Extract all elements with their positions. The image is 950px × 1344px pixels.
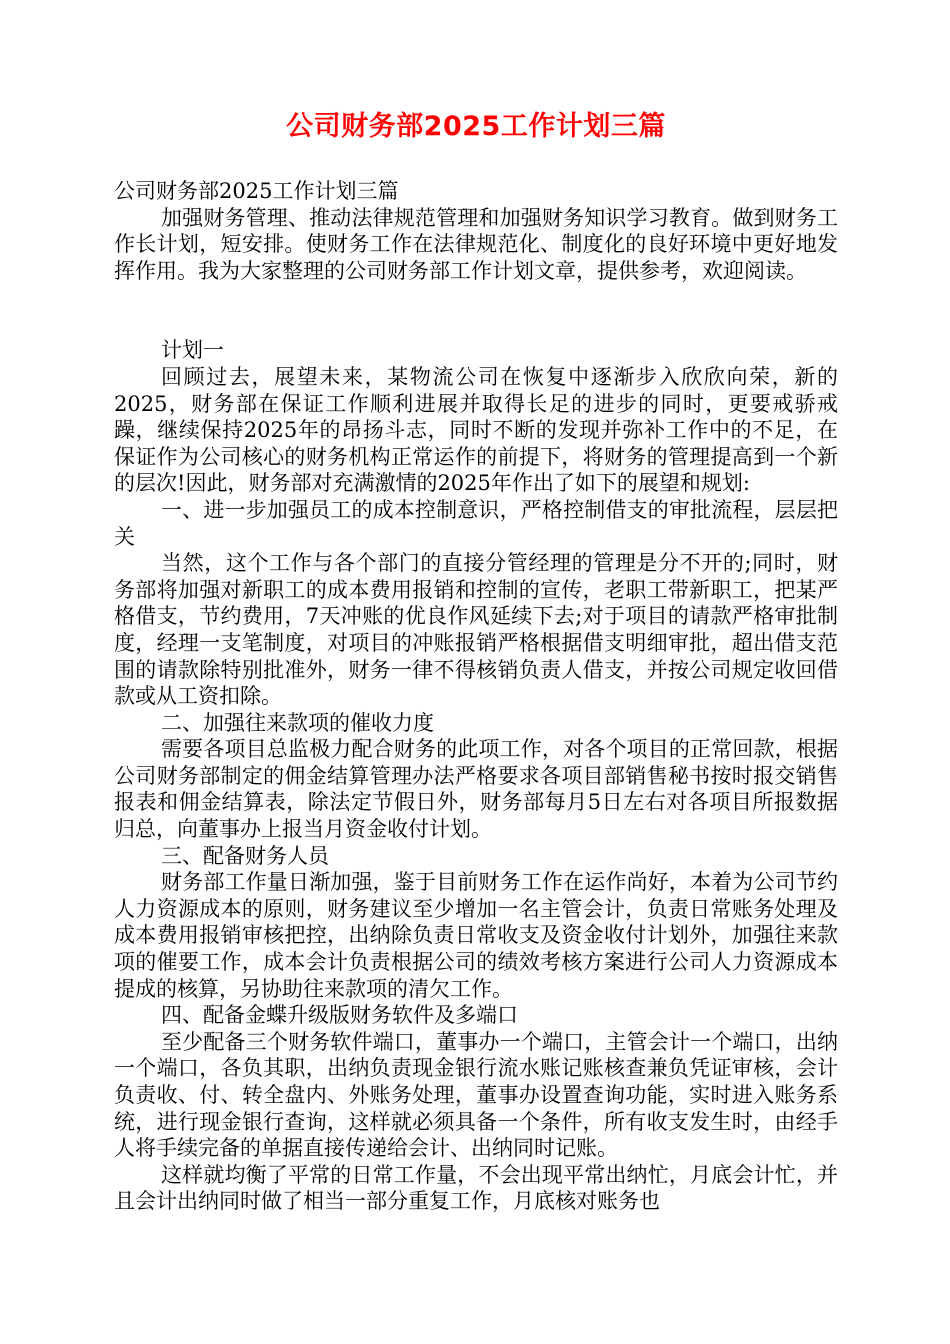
body-paragraph: 需要各项目总监极力配合财务的此项工作，对各个项目的正常回款，根据公司财务部制定的佣金结算管理办法严格要求各项目部销售秘书按时报交销售报表和佣金结算表，除法定节假日外，财务部每月5日左右对各项目所报数据归总，向董事办上报当月资金收付计划。	[114, 737, 838, 842]
document-body	[114, 178, 838, 1215]
body-paragraph: 回顾过去，展望未来，某物流公司在恢复中逐渐步入欣欣向荣，新的2025，财务部在保证工作顺利进展并取得长足的进步的同时，更要戒骄戒躁，继续保持2025年的昂扬斗志，同时不断的发现并弥补工作中的不足，在保证作为公司核心的财务机构正常运作的前提下，将财务的管理提高到一个新的层次!因此，财务部对充满激情的2025年作出了如下的展望和规划:	[114, 364, 838, 496]
body-paragraph: 财务部工作量日渐加强，鉴于目前财务工作在运作尚好，本着为公司节约人力资源成本的原则，财务建议至少增加一名主管会计，负责日常账务处理及成本费用报销审核把控，出纳除负责日常收支及资金收付计划外，加强往来款项的催要工作，成本会计负责根据公司的绩效考核方案进行公司人力资源成本提成的核算，另协助往来款项的清欠工作。	[114, 870, 838, 1001]
document-title: 公司财务部2025工作计划三篇	[286, 111, 666, 142]
body-paragraph: 当然，这个工作与各个部门的直接分管经理的管理是分不开的;同时，财务部将加强对新职工的成本费用报销和控制的宣传，老职工带新职工，把某严格借支，节约费用，7天冲账的优良作风延续下去;对于项目的请款严格审批制度，经理一支笔制度，对项目的冲账报销严格根据借支明细审批，超出借支范围的请款除特别批准外，财务一律不得核销负责人借支，并按公司规定收回借款或从工资扣除。	[114, 551, 838, 709]
document-subtitle: 公司财务部2025工作计划三篇	[114, 179, 399, 203]
body-paragraph: 这样就均衡了平常的日常工作量，不会出现平常出纳忙，月底会计忙，并且会计出纳同时做了相当一部分重复工作，月底核对账务也	[114, 1162, 838, 1214]
item-heading-3: 三、配备财务人员	[161, 843, 329, 868]
intro-paragraph: 加强财务管理、推动法律规范管理和加强财务知识学习教育。做到财务工作长计划，短安排。使财务工作在法律规范化、制度化的良好环境中更好地发挥作用。我为大家整理的公司财务部工作计划文章，提供参考，欢迎阅读。	[114, 205, 838, 283]
item-heading-2: 二、加强往来款项的催收力度	[161, 710, 434, 735]
item-heading-4: 四、配备金蝶升级版财务软件及多端口	[161, 1003, 518, 1028]
body-paragraph: 至少配备三个财务软件端口，董事办一个端口，主管会计一个端口，出纳一个端口，各负其职，出纳负责现金银行流水账记账核查兼负凭证审核，会计负责收、付、转全盘内、外账务处理，董事办设置查询功能，实时进入账务系统，进行现金银行查询，这样就必须具备一个条件，所有收支发生时，由经手人将手续完备的单据直接传递给会计、出纳同时记账。	[114, 1029, 838, 1161]
paragraph-spacer	[114, 284, 838, 337]
item-heading-1: 一、进一步加强员工的成本控制意识，严格控制借支的审批流程，层层把关	[114, 497, 838, 549]
section-heading-plan-one: 计划一	[161, 338, 224, 363]
